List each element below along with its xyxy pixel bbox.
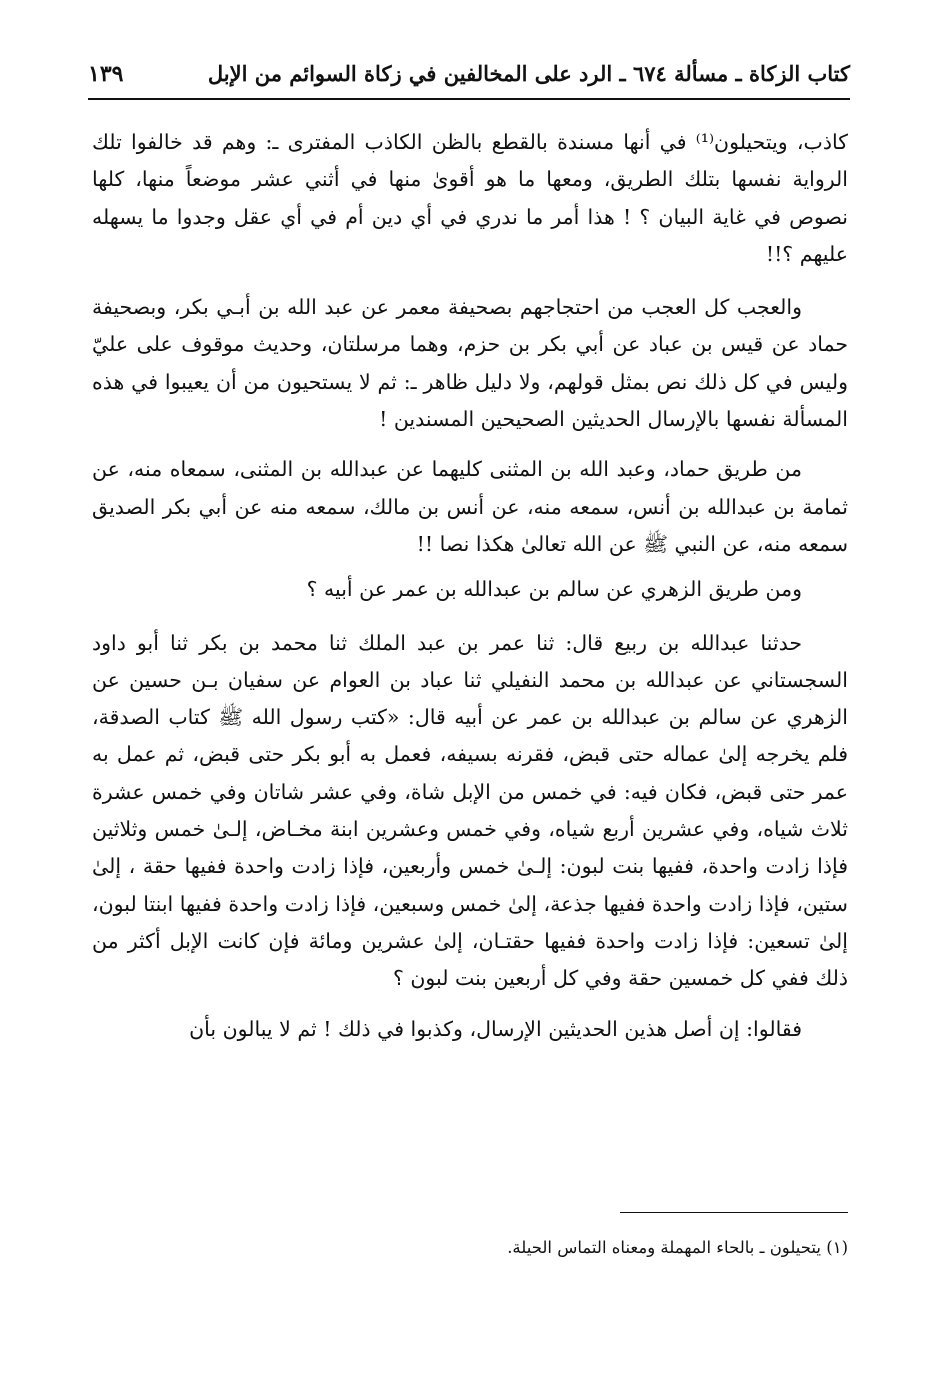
main-text xyxy=(92,124,848,1048)
paragraph-4: ومن طريق الزهري عن سالم بن عبدالله بن عمر عن أبيه ؟ xyxy=(306,577,802,602)
paragraph-2: والعجب كل العجب من احتجاجهم بصحيفة معمر عن عبد الله بن أبـي بكر، وبصحيفة حماد عن قيس بن عباد عن أبي بكر بن حزم، وهما مرسلتان، وحديث موقوف على عليّ وليس في كل ذلك نص بمثل قولهم، ولا دليل ظاهر ـ: ثم لا يستحيون من أن يعيبوا في هذه المسألة نفسها بالإرسال الحديثين الصحيحين المسندين ! xyxy=(92,295,848,432)
paragraph-1: كاذب، ويتحيلون⁽¹⁾ في أنها مسندة بالقطع بالظن الكاذب المفترى ـ: وهم قد خالفوا تلك الرواية نفسها بتلك الطريق، ومعها ما هو أقوىٰ منها في أثني عشر موضعاً منها، كلها نصوص في غاية البيان ؟ ! هذا أمر ما ندري في أي دين أم في أي عقل وجدوا ما يسهله عليهم ؟!! xyxy=(92,130,848,266)
footnote-divider xyxy=(620,1212,848,1213)
running-title: كتاب الزكاة ـ مسألة ٦٧٤ ـ الرد على المخالفين في زكاة السوائم من الإبل xyxy=(207,61,850,86)
paragraph-5: حدثنا عبدالله بن ربيع قال: ثنا عمر بن عبد الملك ثنا محمد بن بكر ثنا أبو داود السجستاني عن عبدالله بن محمد النفيلي ثنا عباد بن العوام عن سفيان بـن حسين عن الزهري عن سالم بن عبدالله بن عمر عن أبيه قال: «كتب رسول الله ﷺ كتاب الصدقة، فلم يخرجه إلىٰ عماله حتى قبض، فقرنه بسيفه، فعمل به أبو بكر حتى قبض، ثم عمل به عمر حتى قبض، فكان فيه: في خمس من الإبل شاة، وفي عشر شاتان وفي خمس عشرة ثلاث شياه، وفي عشرين أربع شياه، وفي خمس وعشرين ابنة مخـاض، إلـىٰ خمس وثلاثين فإذا زادت واحدة، ففيها بنت لبون: إلـىٰ خمس وأربعين، فإذا زادت واحدة ففيها حقة ، إلىٰ ستين، فإذا زادت واحدة ففيها جذعة، إلىٰ خمس وسبعين، فإذا زادت واحدة ففيها ابنتا لبون، إلىٰ تسعين: فإذا زادت واحدة ففيها حقتـان، إلىٰ عشرين ومائة فإن كانت الإبل أكثر من ذلك ففي كل خمسين حقة وفي كل أربعين بنت لبون ؟ xyxy=(92,630,848,991)
footnote: (١) يتحيلون ـ بالحاء المهملة ومعناه التماس الحيلة. xyxy=(507,1238,848,1257)
header-divider xyxy=(88,98,850,100)
page-number: ١٣٩ xyxy=(88,61,124,87)
paragraph-6: فقالوا: إن أصل هذين الحديثين الإرسال، وكذبوا في ذلك ! ثم لا يبالون بأن xyxy=(189,1016,802,1041)
paragraph-3: من طريق حماد، وعبد الله بن المثنى كليهما عن عبدالله بن المثنى، سمعاه منه، عن ثمامة بن عبدالله بن أنس، سمعه منه، عن أنس بن مالك، سمعه منه عن أبي بكر الصديق سمعه منه، عن النبي ﷺ عن الله تعالىٰ هكذا نصا !! xyxy=(92,457,848,556)
page-header xyxy=(88,56,850,92)
